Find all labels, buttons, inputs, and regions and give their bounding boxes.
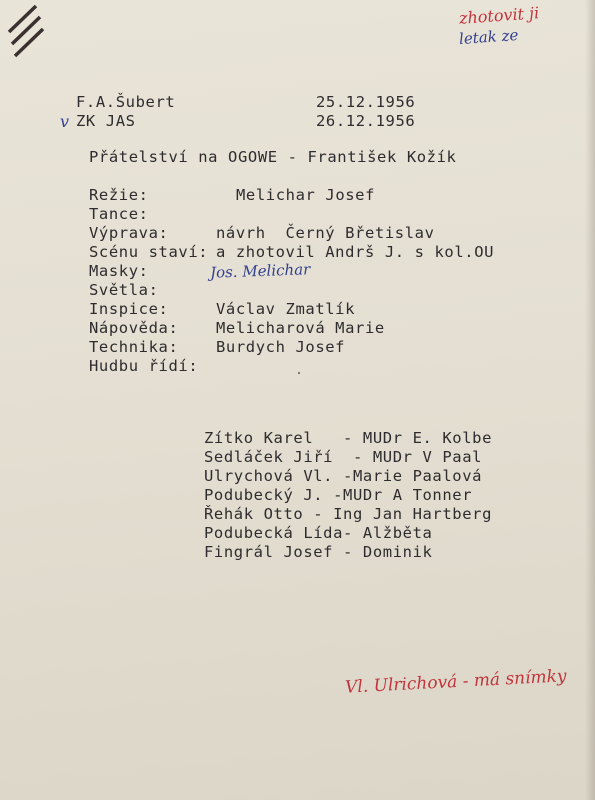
ink-speck (298, 372, 300, 374)
cast-line: Podubecký J. -MUDr A Tonner (204, 486, 473, 504)
crew-label-svetla: Světla: (89, 281, 159, 299)
crew-label-tance: Tance: (89, 205, 149, 223)
handwritten-note-top-1: zhotovit ji (458, 3, 540, 28)
crew-label-vyprava: Výprava: (89, 224, 169, 242)
crew-value-napoveda: Melicharová Marie (216, 319, 385, 337)
cast-line: Podubecká Lída- Alžběta (204, 524, 433, 542)
cast-line: Sedláček Jiří - MUDr V Paal (204, 448, 483, 466)
cast-line: Ulrychová Vl. -Marie Paalová (204, 467, 483, 485)
venue-check-mark: v (60, 112, 70, 131)
handwritten-note-top-2: letak ze (458, 25, 519, 49)
crew-value-inspice: Václav Zmatlík (216, 300, 356, 318)
crew-value-masky-handwritten: Jos. Melichar (209, 260, 311, 282)
handwritten-note-bottom: Vl. Ulrichová - má snímky (344, 666, 568, 698)
crew-label-technika: Technika: (89, 338, 179, 356)
venue-name: ZK JAS (76, 112, 136, 130)
corner-slash-marks (6, 4, 46, 58)
crew-label-napoveda: Nápověda: (89, 319, 179, 337)
crew-label-scenu: Scénu staví: (89, 243, 209, 261)
venue-date: 26.12.1956 (316, 112, 416, 130)
crew-value-scenu: a zhotovil Andrš J. s kol.OU (216, 243, 495, 261)
cast-line: Řehák Otto - Ing Jan Hartberg (204, 505, 493, 523)
cast-line: Fingrál Josef - Dominik (204, 543, 433, 561)
theatre-date: 25.12.1956 (316, 93, 416, 111)
crew-value-technika: Burdych Josef (216, 338, 346, 356)
crew-value-rezie: Melichar Josef (236, 186, 376, 204)
crew-value-vyprava: návrh Černý Břetislav (216, 224, 435, 242)
crew-label-hudbu: Hudbu řídí: (89, 357, 199, 375)
crew-label-rezie: Režie: (89, 186, 149, 204)
play-title: Přátelství na OGOWE - František Kožík (89, 148, 457, 166)
crew-label-masky: Masky: (89, 262, 149, 280)
cast-line: Zítko Karel - MUDr E. Kolbe (204, 429, 493, 447)
crew-label-inspice: Inspice: (89, 300, 169, 318)
theatre-name: F.A.Šubert (76, 93, 176, 111)
